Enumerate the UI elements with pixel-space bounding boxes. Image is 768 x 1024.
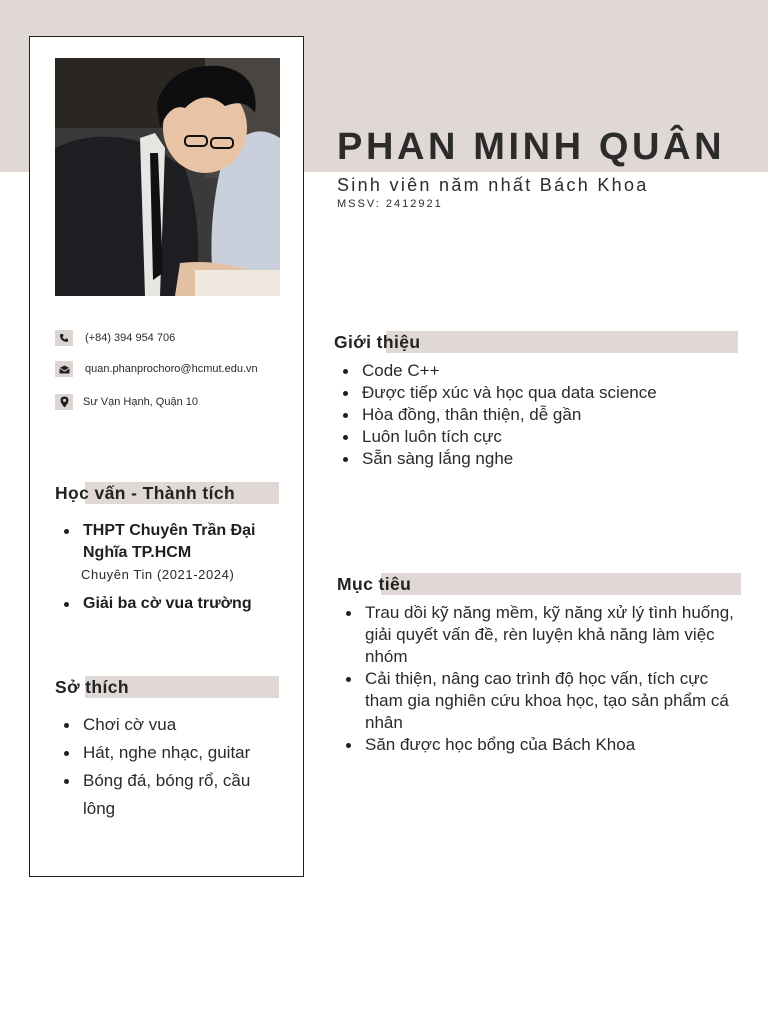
contact-phone	[55, 330, 175, 346]
phone-text: (+84) 394 954 706	[85, 332, 176, 344]
education-item: THPT Chuyên Trần Đại Nghĩa TP.HCM	[55, 520, 285, 564]
email-icon	[55, 361, 73, 377]
location-pin-icon	[55, 394, 73, 410]
address-text: Sư Vạn Hạnh, Quận 10	[83, 396, 198, 408]
profile-photo	[55, 58, 280, 296]
subtitle: Sinh viên năm nhất Bách Khoa	[337, 175, 649, 195]
hobbies-list	[55, 711, 275, 823]
goals-title: Mục tiêu	[337, 574, 412, 594]
hobbies-heading	[55, 676, 279, 698]
hobbies-title: Sở thích	[55, 677, 129, 697]
education-heading	[55, 482, 279, 504]
intro-title: Giới thiệu	[334, 332, 421, 352]
intro-item: Sẵn sàng lắng nghe	[334, 448, 744, 470]
intro-item: Hòa đồng, thân thiện, dễ gần	[334, 404, 744, 426]
education-title: Học vấn - Thành tích	[55, 483, 236, 503]
contact-address	[55, 394, 198, 410]
student-id: MSSV: 2412921	[337, 198, 443, 210]
intro-item: Code C++	[334, 360, 744, 382]
achievement-list	[55, 593, 285, 615]
intro-heading	[334, 331, 738, 353]
education-list	[55, 520, 285, 564]
email-text[interactable]: quan.phanprochoro@hcmut.edu.vn	[85, 363, 258, 375]
full-name: PHAN MINH QUÂN	[337, 126, 726, 168]
education-item-sub: Chuyên Tin (2021-2024)	[81, 567, 235, 582]
contact-email	[55, 361, 258, 377]
hobby-item: Hát, nghe nhạc, guitar	[55, 739, 275, 767]
goal-item: Săn được học bổng của Bách Khoa	[337, 734, 747, 756]
goals-list	[337, 602, 747, 756]
goal-item: Trau dồi kỹ năng mềm, kỹ năng xử lý tình huống, giải quyết vấn đề, rèn luyện khả năng làm việc nhóm	[337, 602, 747, 668]
goals-heading	[337, 573, 741, 595]
hobby-item: Bóng đá, bóng rổ, cầu lông	[55, 767, 275, 823]
hobby-item: Chơi cờ vua	[55, 711, 275, 739]
intro-item: Luôn luôn tích cực	[334, 426, 744, 448]
education-item: Giải ba cờ vua trường	[55, 593, 285, 615]
intro-item: Được tiếp xúc và học qua data science	[334, 382, 744, 404]
phone-icon	[55, 330, 73, 346]
goal-item: Cải thiện, nâng cao trình độ học vấn, tích cực tham gia nghiên cứu khoa học, tạo sản phẩm cá nhân	[337, 668, 747, 734]
intro-list	[334, 360, 744, 470]
